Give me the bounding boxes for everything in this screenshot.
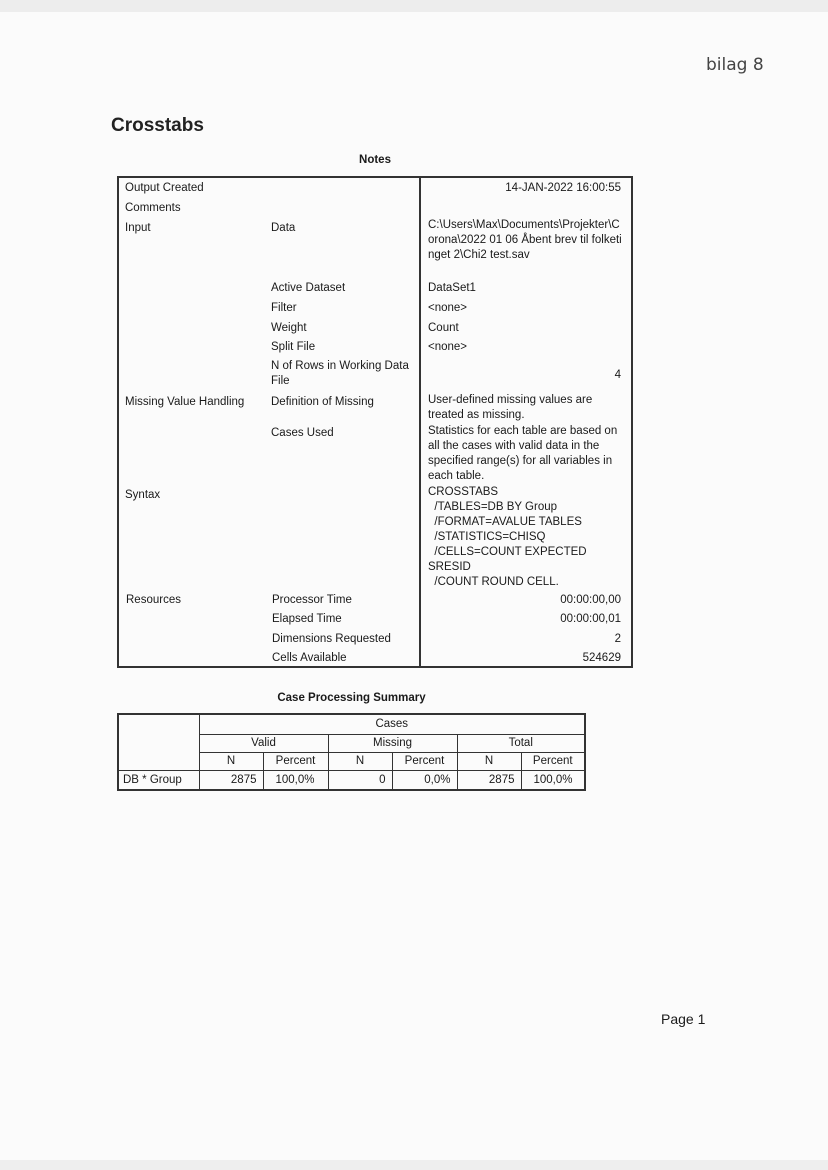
cases-header: Cases (199, 714, 585, 734)
notes-label-cells-available: Cells Available (272, 652, 347, 664)
table-row (118, 770, 585, 790)
notes-value-data: C:\Users\Max\Documents\Projekter\Corona\2022 01 06 Åbent brev til folketinget 2\Chi2 test.sav (428, 219, 622, 261)
notes-value-processor-time: 00:00:00,00 (560, 594, 621, 606)
notes-label-processor-time: Processor Time (272, 594, 352, 606)
notes-value-output-created: 14-JAN-2022 16:00:55 (505, 182, 621, 194)
notes-value-filter: <none> (428, 302, 468, 314)
subheader-total-percent: Percent (521, 752, 585, 770)
notes-column-divider (419, 178, 421, 666)
cell-total-n: 2875 (457, 770, 521, 790)
scan-bottom-edge (0, 1160, 828, 1170)
subheader-total-n: N (457, 752, 521, 770)
subheader-valid-n: N (199, 752, 263, 770)
subheader-missing-n: N (328, 752, 392, 770)
notes-label-n-rows: N of Rows in Working Data File (271, 360, 409, 387)
notes-caption: Notes (359, 154, 391, 166)
page-title: Crosstabs (111, 115, 204, 136)
notes-value-dimensions: 2 (614, 633, 621, 645)
group-header-valid: Valid (199, 734, 328, 752)
row-label: DB * Group (118, 770, 199, 790)
notes-value-definition-missing: User-defined missing values are treated as missing. (428, 394, 593, 421)
scan-top-edge (0, 0, 828, 12)
subheader-valid-percent: Percent (263, 752, 328, 770)
notes-label-comments: Comments (125, 202, 181, 214)
cell-valid-n: 2875 (199, 770, 263, 790)
case-processing-caption: Case Processing Summary (277, 692, 426, 704)
notes-value-elapsed-time: 00:00:00,01 (560, 613, 621, 625)
notes-value-syntax: CROSSTABS /TABLES=DB BY Group /FORMAT=AVALUE TABLES /STATISTICS=CHISQ /CELLS=COUNT EXPECTED SRESID /COUNT ROUND CELL. (428, 486, 587, 588)
page-number: Page 1 (661, 1011, 706, 1027)
notes-label-syntax: Syntax (125, 489, 161, 501)
group-header-missing: Missing (328, 734, 457, 752)
case-processing-table (117, 713, 586, 791)
cell-missing-n: 0 (328, 770, 392, 790)
notes-value-weight: Count (428, 322, 459, 334)
notes-value-n-rows: 4 (614, 369, 621, 381)
subheader-missing-percent: Percent (392, 752, 457, 770)
notes-label-split-file: Split File (271, 341, 316, 353)
group-header-total: Total (457, 734, 585, 752)
notes-value-split-file: <none> (428, 341, 468, 353)
notes-label-filter: Filter (271, 302, 297, 314)
notes-label-cases-used: Cases Used (271, 427, 334, 439)
notes-label-output-created: Output Created (125, 182, 204, 194)
notes-label-active-dataset: Active Dataset (271, 282, 346, 294)
notes-label-elapsed-time: Elapsed Time (272, 613, 342, 625)
notes-label-weight: Weight (271, 322, 307, 334)
cell-missing-percent: 0,0% (392, 770, 457, 790)
cell-valid-percent: 100,0% (263, 770, 328, 790)
notes-table (117, 176, 633, 668)
corner-cell (118, 714, 199, 770)
annex-label: bilag 8 (706, 55, 764, 75)
notes-value-cases-used: Statistics for each table are based on all the cases with valid data in the specified range(s) for all variables in each table. (428, 425, 618, 482)
notes-label-missing: Missing Value Handling (125, 396, 245, 408)
notes-label-data: Data (271, 222, 296, 234)
cell-total-percent: 100,0% (521, 770, 585, 790)
notes-value-active-dataset: DataSet1 (428, 282, 476, 294)
notes-label-input: Input (125, 222, 151, 234)
notes-value-cells-available: 524629 (582, 652, 621, 664)
notes-label-resources: Resources (126, 594, 181, 606)
notes-label-definition-missing: Definition of Missing (271, 396, 374, 408)
notes-label-dimensions: Dimensions Requested (272, 633, 391, 645)
